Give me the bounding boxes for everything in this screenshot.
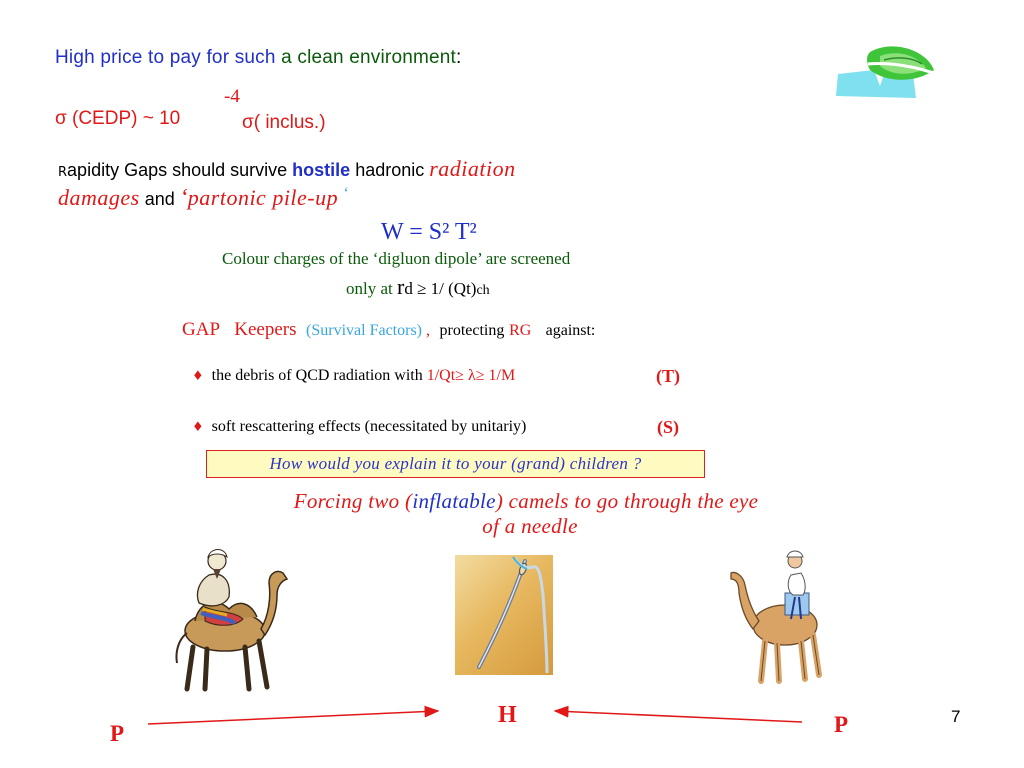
bullet-text-1: the debris of QCD radiation with (211, 367, 427, 384)
page-number: 7 (951, 707, 961, 726)
quote-close: ‘ (342, 185, 348, 202)
bullet-condition-1: 1/Qt≥ λ≥ 1/M (426, 367, 516, 384)
protecting-word: protecting (439, 322, 505, 339)
rapidity-text2: hadronic (350, 160, 430, 180)
bullet-diamond-icon: ♦ (192, 369, 204, 384)
gap-word: GAP (182, 319, 221, 340)
arrow-right-to-h (555, 711, 802, 722)
answer-line-2: of a needle (482, 514, 578, 538)
answer-part2: ) camels to go through the eye (495, 489, 759, 513)
colour-r: r (397, 274, 405, 299)
colour-line-1: Colour charges of the ‘digluon dipole’ are screened (222, 249, 571, 268)
colour-sub: ch (476, 283, 490, 298)
label-center-h: H (498, 702, 517, 728)
cross-section-exponent: -4 (224, 86, 240, 107)
damages-word: damages (58, 185, 140, 210)
bullet-text-2: soft rescattering effects (necessitated by unitariy) (211, 418, 527, 435)
formula: W = S² T² (381, 219, 477, 245)
hostile-word: hostile (292, 160, 351, 180)
radiation-word: radiation (429, 156, 516, 181)
gap-comma: , (422, 322, 430, 339)
title-part1: High price to pay for such (55, 47, 276, 68)
and-word: and (139, 189, 180, 209)
title-part2: a clean environment (281, 47, 457, 68)
label-right-p: P (834, 712, 849, 737)
arrow-left-to-h (148, 711, 438, 724)
rg-word: RG (509, 322, 532, 339)
cross-section-lhs: σ (CEDP) ~ 10 (55, 108, 181, 129)
colour-only-at: only at (346, 279, 397, 298)
bullet-diamond-icon: ♦ (192, 420, 204, 435)
inflatable-word: inflatable (412, 489, 496, 513)
colour-d: d (404, 279, 413, 298)
survival-factors: (Survival Factors) (306, 322, 422, 339)
label-left-p: P (110, 721, 125, 746)
rapidity-text1: apidity Gaps should survive (67, 160, 293, 180)
cross-section-rhs: σ( inclus.) (242, 112, 326, 133)
pileup-word: partonic pile-up (187, 185, 339, 210)
question-box: How would you explain it to your (grand) children ? (206, 450, 705, 478)
bullet-tag-t: (T) (656, 366, 680, 386)
rapidity-r: R (58, 165, 68, 180)
answer-part1: Forcing two ( (293, 489, 413, 513)
keepers-word: Keepers (234, 319, 297, 340)
colour-inequality: ≥ 1/ (Qt) (412, 279, 477, 298)
title-colon: : (456, 47, 462, 68)
quote-open: ‘ (179, 185, 188, 211)
bullet-tag-s: (S) (657, 417, 679, 437)
against-word: against: (545, 322, 596, 339)
